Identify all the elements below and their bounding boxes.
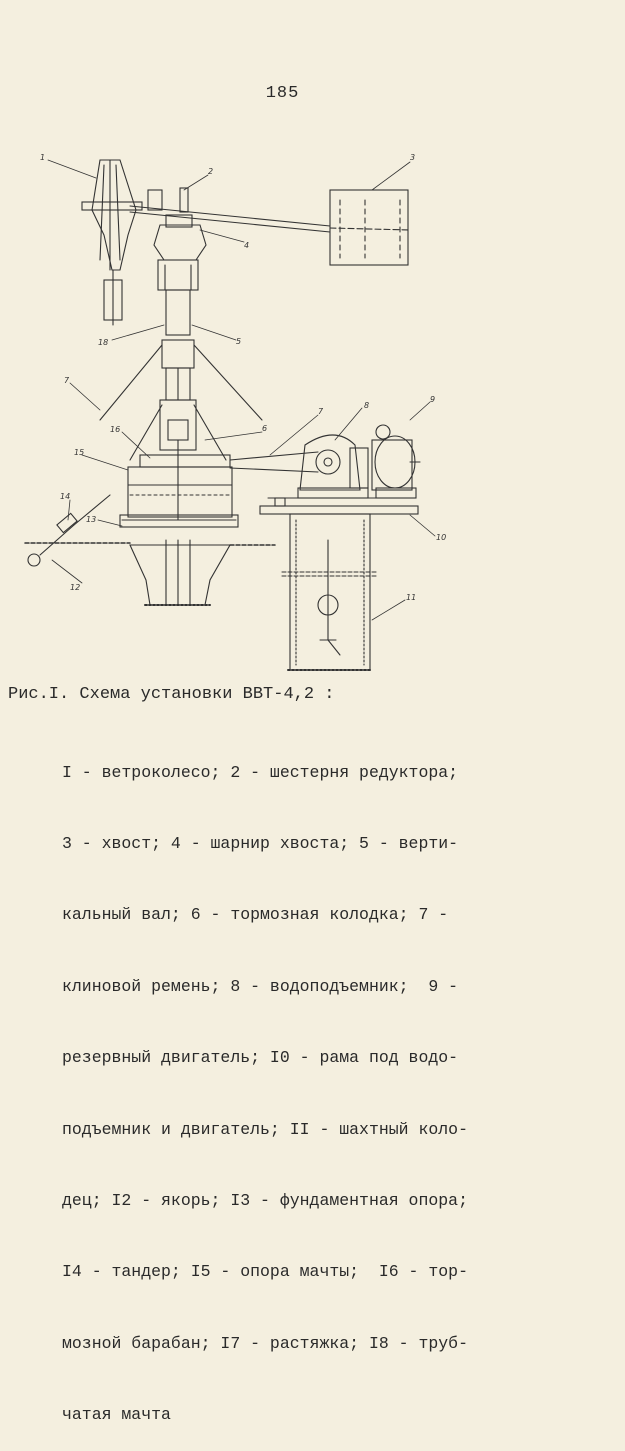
- legend-line: мозной барабан; I7 - растяжка; I8 - труб-: [62, 1333, 468, 1353]
- page-number: 185: [265, 84, 300, 103]
- legend-line: I4 - тандер; I5 - опора мачты; I6 - тор-: [62, 1262, 468, 1282]
- part-label: 4: [244, 241, 250, 250]
- legend-line: I - ветроколесо; 2 - шестерня редуктора;: [62, 762, 459, 782]
- part-label: 2: [208, 167, 214, 176]
- tail-vane: [330, 190, 410, 265]
- part-label: 18: [98, 338, 109, 347]
- part-label: 3: [410, 153, 416, 162]
- water-lifter: [298, 435, 368, 498]
- legend-line: подъемник и двигатель; II - шахтный коло-: [62, 1119, 468, 1139]
- part-label: 10: [436, 533, 447, 542]
- part-label: 1: [40, 153, 46, 162]
- wind-wheel: [82, 160, 142, 325]
- legend-line: кальный вал; 6 - тормозная колодка; 7 -: [62, 905, 449, 925]
- part-label: 14: [60, 492, 71, 501]
- legend-line: чатая мачта: [62, 1405, 171, 1425]
- legend-line: 3 - хвост; 4 - шарнир хвоста; 5 - верти-: [62, 833, 459, 853]
- part-label: 9: [430, 395, 436, 404]
- figure-caption-title: Рис.I. Схема установки ВВТ-4,2 :: [8, 685, 335, 704]
- part-label: 11: [406, 593, 417, 602]
- gear-head: [130, 188, 330, 290]
- part-label: 8: [364, 401, 370, 410]
- part-label: 12: [70, 583, 81, 592]
- part-label: 16: [110, 425, 121, 434]
- part-label: 7: [318, 407, 324, 416]
- foundation: [130, 540, 230, 605]
- part-label: 15: [74, 448, 85, 457]
- part-label: 13: [86, 515, 97, 524]
- installation-diagram: [0, 140, 625, 685]
- reserve-motor: [372, 425, 420, 498]
- figure-caption-legend: [62, 713, 468, 1451]
- frame: [260, 498, 418, 514]
- part-label: 7: [64, 376, 70, 385]
- shaft-well: [282, 514, 378, 670]
- legend-line: дец; I2 - якорь; I3 - фундаментная опора;: [62, 1190, 468, 1210]
- legend-line: клиновой ремень; 8 - водоподъемник; 9 -: [62, 976, 459, 996]
- part-label: 6: [262, 424, 268, 433]
- part-labels: [40, 153, 446, 602]
- part-label: 5: [236, 337, 242, 346]
- anchor: [28, 495, 110, 566]
- mast-support: [120, 440, 238, 527]
- legend-line: резервный двигатель; I0 - рама под водо-: [62, 1048, 459, 1068]
- v-belt: [230, 452, 318, 472]
